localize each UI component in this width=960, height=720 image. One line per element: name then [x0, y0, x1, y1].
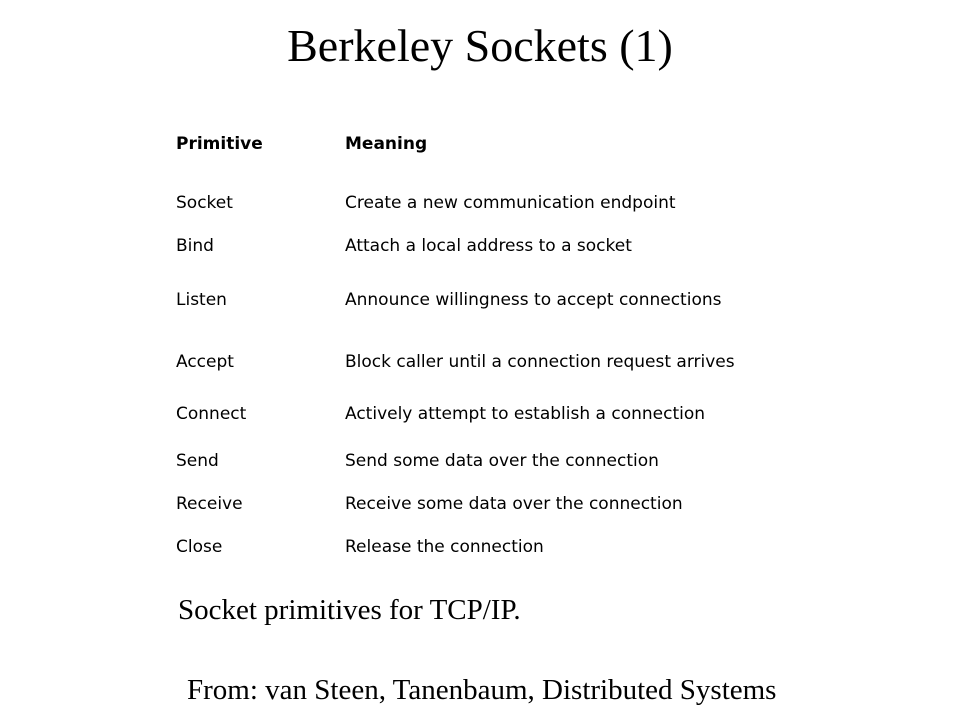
row-primitive-connect: Connect [176, 404, 247, 424]
row-primitive-close: Close [176, 537, 223, 557]
row-meaning-listen: Announce willingness to accept connections [345, 290, 722, 310]
row-meaning-send: Send some data over the connection [345, 451, 659, 471]
row-meaning-socket: Create a new communication endpoint [345, 193, 676, 213]
header-meaning: Meaning [345, 134, 428, 154]
header-primitive: Primitive [176, 134, 263, 154]
row-meaning-accept: Block caller until a connection request arrives [345, 352, 735, 372]
row-meaning-receive: Receive some data over the connection [345, 494, 683, 514]
row-primitive-accept: Accept [176, 352, 234, 372]
slide-title: Berkeley Sockets (1) [287, 20, 673, 71]
table-caption: Socket primitives for TCP/IP. [178, 594, 521, 626]
row-primitive-receive: Receive [176, 494, 243, 514]
row-meaning-close: Release the connection [345, 537, 544, 557]
row-primitive-bind: Bind [176, 236, 214, 256]
row-meaning-bind: Attach a local address to a socket [345, 236, 632, 256]
source-citation: From: van Steen, Tanenbaum, Distributed Systems [187, 674, 777, 706]
row-primitive-listen: Listen [176, 290, 227, 310]
row-meaning-connect: Actively attempt to establish a connection [345, 404, 706, 424]
row-primitive-socket: Socket [176, 193, 233, 213]
row-primitive-send: Send [176, 451, 219, 471]
